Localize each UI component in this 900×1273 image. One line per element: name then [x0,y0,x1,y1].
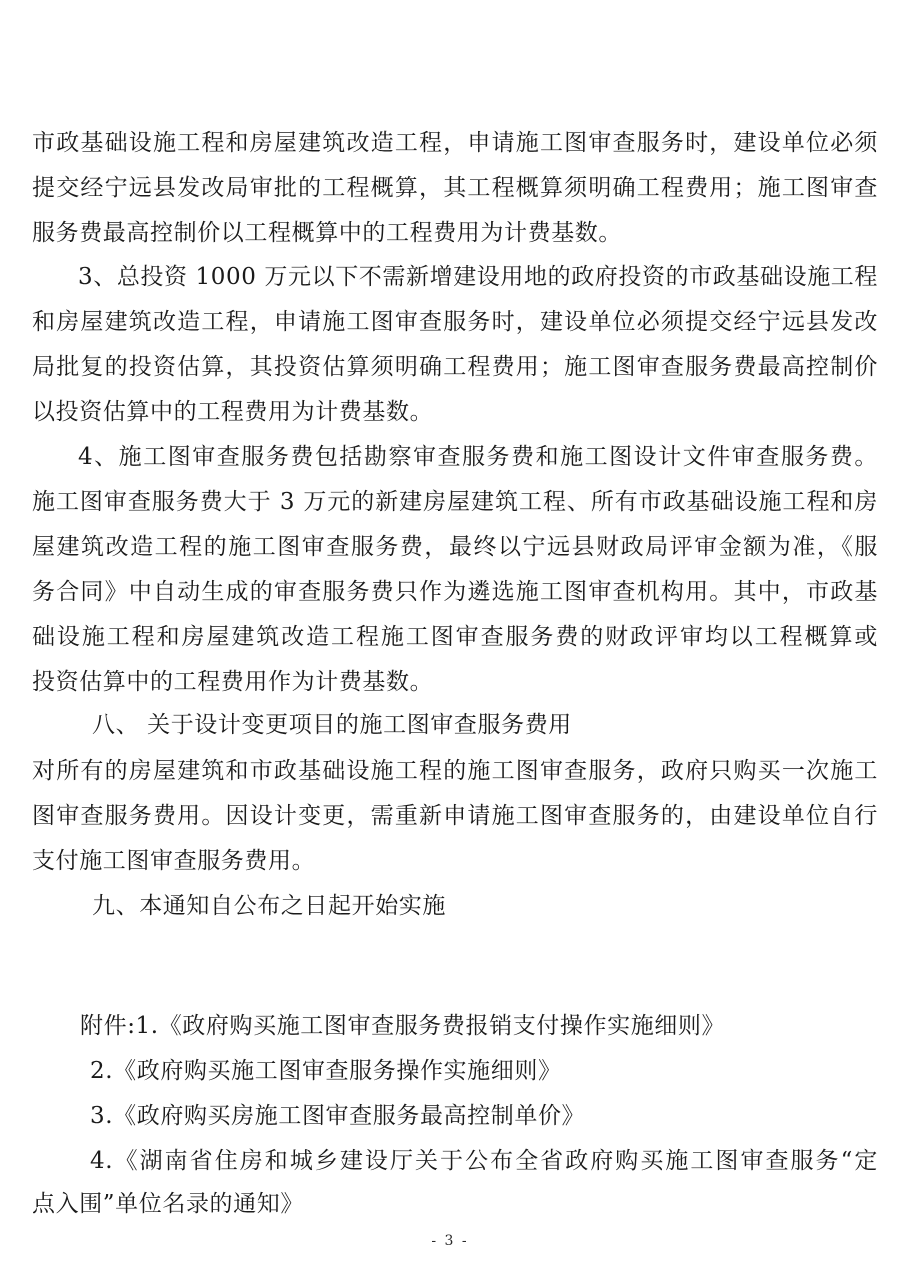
section-8-line-1: 对所有的房屋建筑和市政基础设施工程的施工图审查服务，政府只购买一次施工 [32,758,878,784]
paragraph-4-line-6: 投资估算中的工程费用作为计费基数。 [32,669,434,695]
paragraph-3-line-3: 局批复的投资估算，其投资估算须明确工程费用；施工图审查服务费最高控制价 [32,354,878,380]
paragraph-2-line-3: 提交经宁远县发改局审批的工程概算，其工程概算须明确工程费用；施工图审查 [32,175,878,201]
paragraph-4-line-1: 4、施工图审查服务费包括勘察审查服务费和施工图设计文件审查服务费。 [78,444,878,470]
section-8-line-2: 图审查服务费用。因设计变更，需重新申请施工图审查服务的，由建设单位自行 [32,803,878,829]
paragraph-3-line-1: 3、总投资 1000 万元以下不需新增建设用地的政府投资的市政基础设施工程 [78,264,878,290]
paragraph-3-line-4: 以投资估算中的工程费用为计费基数。 [32,399,434,425]
section-9-heading: 九、本通知自公布之日起开始实施 [92,893,446,919]
paragraph-4-line-2: 施工图审查服务费大于 3 万元的新建房屋建筑工程、所有市政基础设施工程和房 [32,489,878,515]
paragraph-4-line-5: 础设施工程和房屋建筑改造工程施工图审查服务费的财政评审均以工程概算或 [32,624,878,650]
attachment-4-line-2: 点入围”单位名录的通知》 [32,1191,304,1217]
attachment-3: 3.《政府购买房施工图审查服务最高控制单价》 [90,1103,586,1129]
paragraph-3-line-2: 和房屋建筑改造工程，申请施工图审查服务时，建设单位必须提交经宁远县发改 [32,309,878,335]
paragraph-4-line-3: 屋建筑改造工程的施工图审查服务费，最终以宁远县财政局评审金额为准，《服 [32,534,878,560]
paragraph-2-line-4: 服务费最高控制价以工程概算中的工程费用为计费基数。 [32,220,622,246]
paragraph-4-line-4: 务合同》中自动生成的审查服务费只作为遴选施工图审查机构用。其中，市政基 [32,579,878,605]
attachment-1: 附件:1.《政府购买施工图审查服务费报销支付操作实施细则》 [80,1013,726,1039]
attachment-2: 2.《政府购买施工图审查服务操作实施细则》 [90,1058,562,1084]
paragraph-2-line-2: 市政基础设施工程和房屋建筑改造工程，申请施工图审查服务时，建设单位必须 [32,130,878,156]
section-8-line-3: 支付施工图审查服务费用。 [32,848,316,874]
section-8-heading: 八、 关于设计变更项目的施工图审查服务费用 [92,712,572,738]
page-number: - 3 - [431,1233,469,1249]
attachment-4-line-1: 4.《湖南省住房和城乡建设厅关于公布全省政府购买施工图审查服务“定 [90,1148,878,1174]
